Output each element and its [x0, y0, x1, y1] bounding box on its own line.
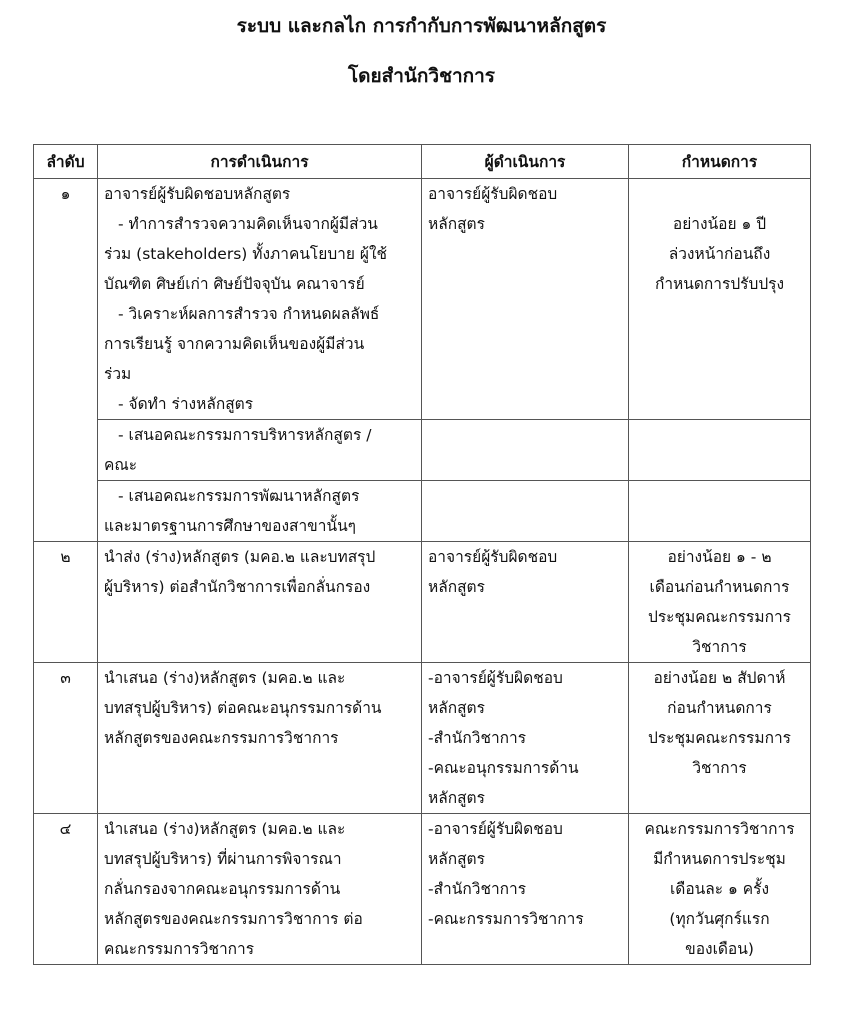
table-row-1 [34, 179, 811, 420]
row4-action-line-5: คณะกรรมการวิชาการ [104, 940, 255, 958]
row1-sub2-number [34, 481, 98, 542]
row3-action-line-3: หลักสูตรของคณะกรรมการวิชาการ [104, 729, 339, 747]
row3-action-line-1: นำเสนอ (ร่าง)หลักสูตร (มคอ.๒ และ [104, 669, 346, 687]
row2-deadline [629, 542, 811, 663]
row3-deadline [629, 663, 811, 814]
row4-action-line-1: นำเสนอ (ร่าง)หลักสูตร (มคอ.๒ และ [104, 820, 346, 838]
row4-deadline [629, 814, 811, 965]
row2-deadline-line-1: อย่างน้อย ๑ - ๒ [667, 548, 772, 566]
row1-deadline-line-3: กำหนดการปรับปรุง [654, 275, 785, 293]
row2-action-line-2: ผู้บริหาร) ต่อสำนักวิชาการเพื่อกลั่นกรอง [104, 578, 371, 596]
row2-deadline-line-2: เดือนก่อนกำหนดการ [649, 578, 790, 596]
row4-action-line-2: บทสรุปผู้บริหาร) ที่ผ่านการพิจารณา [104, 850, 342, 868]
header-action: การดำเนินการ [98, 145, 422, 179]
table-row-2 [34, 542, 811, 663]
row4-deadline-line-1: คณะกรรมการวิชาการ [644, 820, 795, 838]
row3-operator-line-2: หลักสูตร [428, 699, 485, 717]
row3-operator-line-3: -สำนักวิชาการ [428, 729, 527, 747]
document-subtitle: โดยสำนักวิชาการ [347, 65, 496, 87]
header-order: ลำดับ [34, 145, 98, 179]
row4-operator [422, 814, 629, 965]
row1-bullet-1-cont-1: ร่วม (stakeholders) ทั้งภาคนโยบาย ผู้ใช้ [104, 245, 388, 263]
process-table [33, 144, 811, 965]
row4-operator-line-1: -อาจารย์ผู้รับผิดชอบ [428, 820, 563, 838]
row2-action [98, 542, 422, 663]
row1-bullet-2-cont-2: ร่วม [104, 365, 132, 383]
row2-deadline-line-4: วิชาการ [692, 638, 747, 656]
row4-operator-line-2: หลักสูตร [428, 850, 485, 868]
document-title: ระบบ และกลไก การกำกับการพัฒนาหลักสูตร [236, 15, 607, 37]
table-row-4 [34, 814, 811, 965]
row4-action-line-4: หลักสูตรของคณะกรรมการวิชาการ ต่อ [104, 910, 363, 928]
row1-sub1-number [34, 420, 98, 481]
row1-sub1-line-1: - เสนอคณะกรรมการบริหารหลักสูตร / [118, 426, 372, 444]
row1-operator-line-2: หลักสูตร [428, 215, 485, 233]
table-row-3 [34, 663, 811, 814]
row3-operator [422, 663, 629, 814]
row2-action-line-1: นำส่ง (ร่าง)หลักสูตร (มคอ.๒ และบทสรุป [104, 548, 376, 566]
row1-deadline [629, 179, 811, 420]
header-operator: ผู้ดำเนินการ [422, 145, 629, 179]
row1-action [98, 179, 422, 420]
row1-sub2-line-2: และมาตรฐานการศึกษาของสาขานั้นๆ [104, 517, 356, 535]
row1-number: ๑ [34, 179, 98, 420]
row1-sub2-deadline [629, 481, 811, 542]
row3-deadline-line-1: อย่างน้อย ๒ สัปดาห์ [653, 669, 786, 687]
row4-deadline-line-2: มีกำหนดการประชุม [653, 850, 786, 868]
table-row-1-sub-1 [34, 420, 811, 481]
row3-deadline-line-2: ก่อนกำหนดการ [667, 699, 772, 717]
row3-operator-line-5: หลักสูตร [428, 789, 485, 807]
row1-operator [422, 179, 629, 420]
row1-deadline-line-2: ล่วงหน้าก่อนถึง [668, 245, 771, 263]
row1-action-lead: อาจารย์ผู้รับผิดชอบหลักสูตร [104, 185, 291, 203]
row4-deadline-line-4: (ทุกวันศุกร์แรก [669, 910, 770, 928]
row1-sub2-line-1: - เสนอคณะกรรมการพัฒนาหลักสูตร [118, 487, 360, 505]
row1-bullet-1-cont-2: บัณฑิต ศิษย์เก่า ศิษย์ปัจจุบัน คณาจารย์ [104, 275, 365, 293]
row1-sub1-deadline [629, 420, 811, 481]
row2-operator-line-2: หลักสูตร [428, 578, 485, 596]
row4-deadline-line-3: เดือนละ ๑ ครั้ง [669, 880, 770, 898]
row4-deadline-line-5: ของเดือน) [685, 940, 754, 958]
row2-deadline-line-3: ประชุมคณะกรรมการ [648, 608, 791, 626]
row4-operator-line-3: -สำนักวิชาการ [428, 880, 527, 898]
row1-bullet-2-cont-1: การเรียนรู้ จากความคิดเห็นของผู้มีส่วน [104, 335, 365, 353]
row3-deadline-line-4: วิชาการ [692, 759, 747, 777]
row3-action [98, 663, 422, 814]
row1-bullet-1: - ทำการสำรวจความคิดเห็นจากผู้มีส่วน [118, 215, 378, 233]
row1-sub2-operator [422, 481, 629, 542]
row4-action [98, 814, 422, 965]
row4-operator-line-4: -คณะกรรมการวิชาการ [428, 910, 584, 928]
row1-sub1-line-2: คณะ [104, 456, 138, 474]
row3-action-line-2: บทสรุปผู้บริหาร) ต่อคณะอนุกรรมการด้าน [104, 699, 382, 717]
row2-number: ๒ [34, 542, 98, 663]
row1-bullet-2: - วิเคราะห์ผลการสำรวจ กำหนดผลลัพธ์ [118, 305, 380, 323]
table-header-row [34, 145, 811, 179]
row1-deadline-line-1: อย่างน้อย ๑ ปี [672, 215, 767, 233]
row1-operator-line-1: อาจารย์ผู้รับผิดชอบ [428, 185, 558, 203]
row3-operator-line-1: -อาจารย์ผู้รับผิดชอบ [428, 669, 563, 687]
row1-bullet-3: - จัดทำ ร่างหลักสูตร [118, 395, 254, 413]
row3-number: ๓ [34, 663, 98, 814]
row4-number: ๔ [34, 814, 98, 965]
row4-action-line-3: กลั่นกรองจากคณะอนุกรรมการด้าน [104, 880, 341, 898]
row1-sub1-operator [422, 420, 629, 481]
table-row-1-sub-2 [34, 481, 811, 542]
row2-operator [422, 542, 629, 663]
row2-operator-line-1: อาจารย์ผู้รับผิดชอบ [428, 548, 558, 566]
row1-sub1-action [98, 420, 422, 481]
header-deadline: กำหนดการ [629, 145, 811, 179]
row1-sub2-action [98, 481, 422, 542]
row3-deadline-line-3: ประชุมคณะกรรมการ [648, 729, 791, 747]
row3-operator-line-4: -คณะอนุกรรมการด้าน [428, 759, 579, 777]
